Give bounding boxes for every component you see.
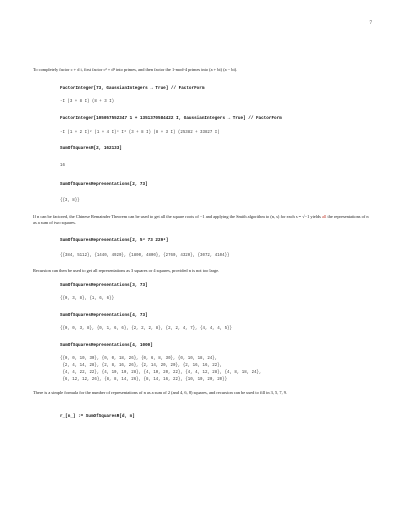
highlight-all: all: [321, 214, 327, 219]
input-cell-final[interactable]: r_[n_] := SumOfSquaresR[d, n]: [60, 414, 135, 419]
middle-text-2: the representations of n as a sum of two squares.: [33, 214, 369, 226]
output-cell-2: -I (1 + 2 I)² (1 + 4 I)⁴ I³ (3 + 8 I) (8 + 3 I) (25382 + 33827 I): [60, 131, 220, 135]
input-cell-5[interactable]: SumOfSquaresRepresentations[2, 5³ 73 229²]: [60, 238, 169, 243]
output-cell-8-line-1: {{0, 0, 10, 30}, {0, 0, 18, 26}, {0, 6, 8, 30}, {0, 10, 18, 24},: [60, 357, 218, 361]
output-cell-7: {{0, 0, 3, 8}, {0, 1, 6, 6}, {2, 2, 2, 8}, {2, 2, 4, 7}, {4, 4, 4, 5}}: [60, 327, 232, 331]
input-cell-2[interactable]: FactorInteger[105057552347 1 + 1351370584422 I, GaussianIntegers → True] // FactorForm: [60, 116, 282, 121]
input-cell-1[interactable]: FactorInteger[73, GaussianIntegers → True] // FactorForm: [60, 86, 205, 91]
output-cell-4: {{3, 8}}: [60, 199, 80, 203]
input-cell-4[interactable]: SumOfSquaresRepresentations[2, 73]: [60, 182, 148, 187]
input-cell-6[interactable]: SumOfSquaresRepresentations[3, 73]: [60, 283, 148, 288]
output-cell-5: {{384, 5112}, {1440, 4920}, {1800, 4800}, {2760, 4320}, {3072, 4104}}: [60, 254, 230, 258]
output-cell-8-line-2: {2, 4, 14, 28}, {2, 8, 16, 26}, {2, 14, 20, 20}, {2, 16, 16, 22},: [60, 364, 223, 368]
output-cell-8-line-3: {4, 4, 22, 22}, {4, 10, 10, 28}, {4, 10, 20, 22}, {4, 4, 12, 28}, {4, 8, 18, 24},: [60, 371, 262, 375]
page-number: 7: [369, 21, 372, 26]
output-cell-6: {{0, 3, 8}, {1, 6, 6}}: [60, 297, 115, 301]
recursion-paragraph: Recursion can then be used to get all representations as 3 squares or 4 squares, provided n is not too large.: [33, 268, 220, 273]
output-cell-1: -I (3 + 8 I) (8 + 3 I): [60, 100, 115, 104]
intro-paragraph: To completely factor c + d i, first factor c² + d² into primes, and then factor the 1-mod-4 primes into (a + bi) (a − bi).: [33, 67, 238, 72]
output-cell-8-line-4: {6, 12, 12, 26}, {8, 8, 14, 26}, {8, 14, 16, 22}, {10, 10, 20, 20}}: [60, 378, 228, 382]
middle-text-1: If n can be factored, the Chinese Remainder Theorem can be used to get all the square roots of −1 and applying the Smith algorithm to (n, s) for each s = √−1 yields: [33, 214, 322, 219]
input-cell-7[interactable]: SumOfSquaresRepresentations[4, 73]: [60, 313, 148, 318]
input-cell-3[interactable]: SumOfSquaresR[2, 162133]: [60, 146, 122, 151]
input-cell-8[interactable]: SumOfSquaresRepresentations[4, 1000]: [60, 343, 153, 348]
output-cell-3: 16: [60, 164, 65, 168]
closing-paragraph: There is a simple formula for the number of representations of n as a sum of 2 (and 4, 6, 8) squares, and recursion can be used to fill in 3, 5, 7, 9.: [33, 390, 288, 395]
middle-paragraph: [33, 214, 371, 227]
